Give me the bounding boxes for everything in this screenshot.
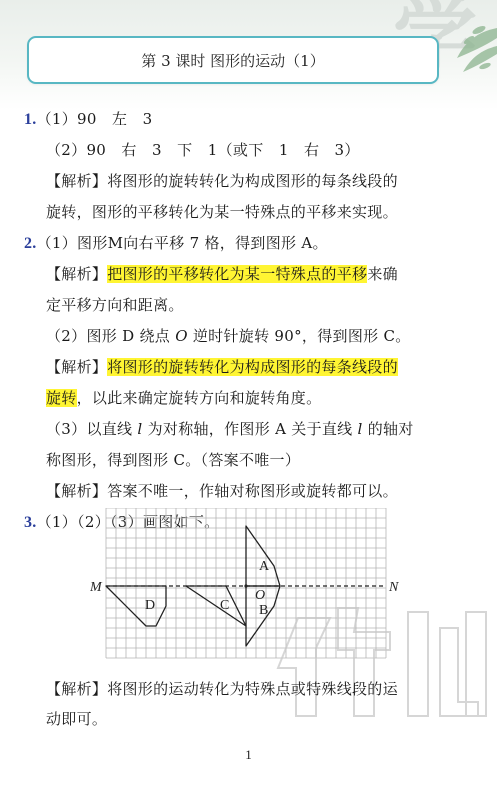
analysis-line xyxy=(24,259,474,290)
answer-text: 为对称轴，作图形 A 关于直线 xyxy=(142,420,358,438)
answer-line xyxy=(24,228,474,259)
line-label: l xyxy=(137,420,143,438)
analysis-text: ，以此来确定旋转方向和旋转角度。 xyxy=(76,389,322,407)
analysis-text: 来确 xyxy=(367,265,398,283)
label-c: C xyxy=(220,598,230,613)
answer-text: （2）90 右 3 下 1（或下 1 右 3） xyxy=(46,141,360,159)
final-analysis-line-1 xyxy=(46,674,398,705)
label-b: B xyxy=(259,603,269,618)
answer-line xyxy=(24,445,474,476)
analysis-text: 【解析】将图形的旋转转化为构成图形的每条线段的 xyxy=(46,172,398,190)
line-label: l xyxy=(357,420,363,438)
analysis-text: 动即可。 xyxy=(46,710,108,728)
page-number: 1 xyxy=(245,747,252,762)
analysis-label: 【解析】 xyxy=(46,358,108,376)
label-m: M xyxy=(90,580,102,595)
question-number: 2. xyxy=(24,235,37,252)
analysis-text: 【解析】将图形的运动转化为特殊点或特殊线段的运 xyxy=(46,680,398,698)
analysis-label: 【解析】 xyxy=(46,265,108,283)
label-d: D xyxy=(145,598,156,613)
highlighted-text: 旋转 xyxy=(46,389,77,407)
answer-line xyxy=(24,135,474,166)
answer-line xyxy=(24,321,474,352)
answer-text: （1）90 左 3 xyxy=(36,110,153,128)
highlighted-text: 把图形的平移转化为某一特殊点的平移 xyxy=(107,265,368,283)
analysis-line xyxy=(24,197,474,228)
analysis-line xyxy=(24,383,474,414)
grid-figure xyxy=(90,508,400,660)
analysis-line xyxy=(24,476,474,507)
lesson-title-box xyxy=(27,36,439,84)
analysis-text: 旋转，图形的平移转化为某一特殊点的平移来实现。 xyxy=(46,203,398,221)
lesson-title: 第 3 课时 图形的运动（1） xyxy=(141,51,325,70)
final-analysis-line-2 xyxy=(46,704,107,735)
answer-text: 称图形，得到图形 C。（答案不唯一） xyxy=(46,451,301,469)
answer-text: （1）图形M向右平移 7 格，得到图形 A。 xyxy=(36,234,328,252)
highlighted-text: 将图形的旋转转化为构成图形的每条线段的 xyxy=(107,358,398,376)
analysis-line xyxy=(24,290,474,321)
answer-line xyxy=(24,104,474,135)
point-label: O xyxy=(175,327,188,345)
answer-line xyxy=(24,414,474,445)
answer-text: （3）以直线 xyxy=(46,420,138,438)
answer-text: 逆时针旋转 90°，得到图形 C。 xyxy=(187,327,411,345)
analysis-text: 定平移方向和距离。 xyxy=(46,296,184,314)
label-a: A xyxy=(259,559,270,574)
answer-text: 的轴对 xyxy=(362,420,414,438)
answer-content xyxy=(24,104,474,538)
question-number: 3. xyxy=(24,514,37,531)
answer-text: （1）（2）（3）画图如下。 xyxy=(36,513,220,531)
analysis-text: 【解析】答案不唯一，作轴对称图形或旋转都可以。 xyxy=(46,482,398,500)
question-number: 1. xyxy=(24,111,37,128)
shape-a xyxy=(246,526,280,586)
answer-text: （2）图形 D 绕点 xyxy=(46,327,176,345)
label-o: O xyxy=(255,588,266,603)
point-o xyxy=(244,584,247,587)
analysis-line xyxy=(24,352,474,383)
label-n: N xyxy=(389,580,399,595)
analysis-line xyxy=(24,166,474,197)
